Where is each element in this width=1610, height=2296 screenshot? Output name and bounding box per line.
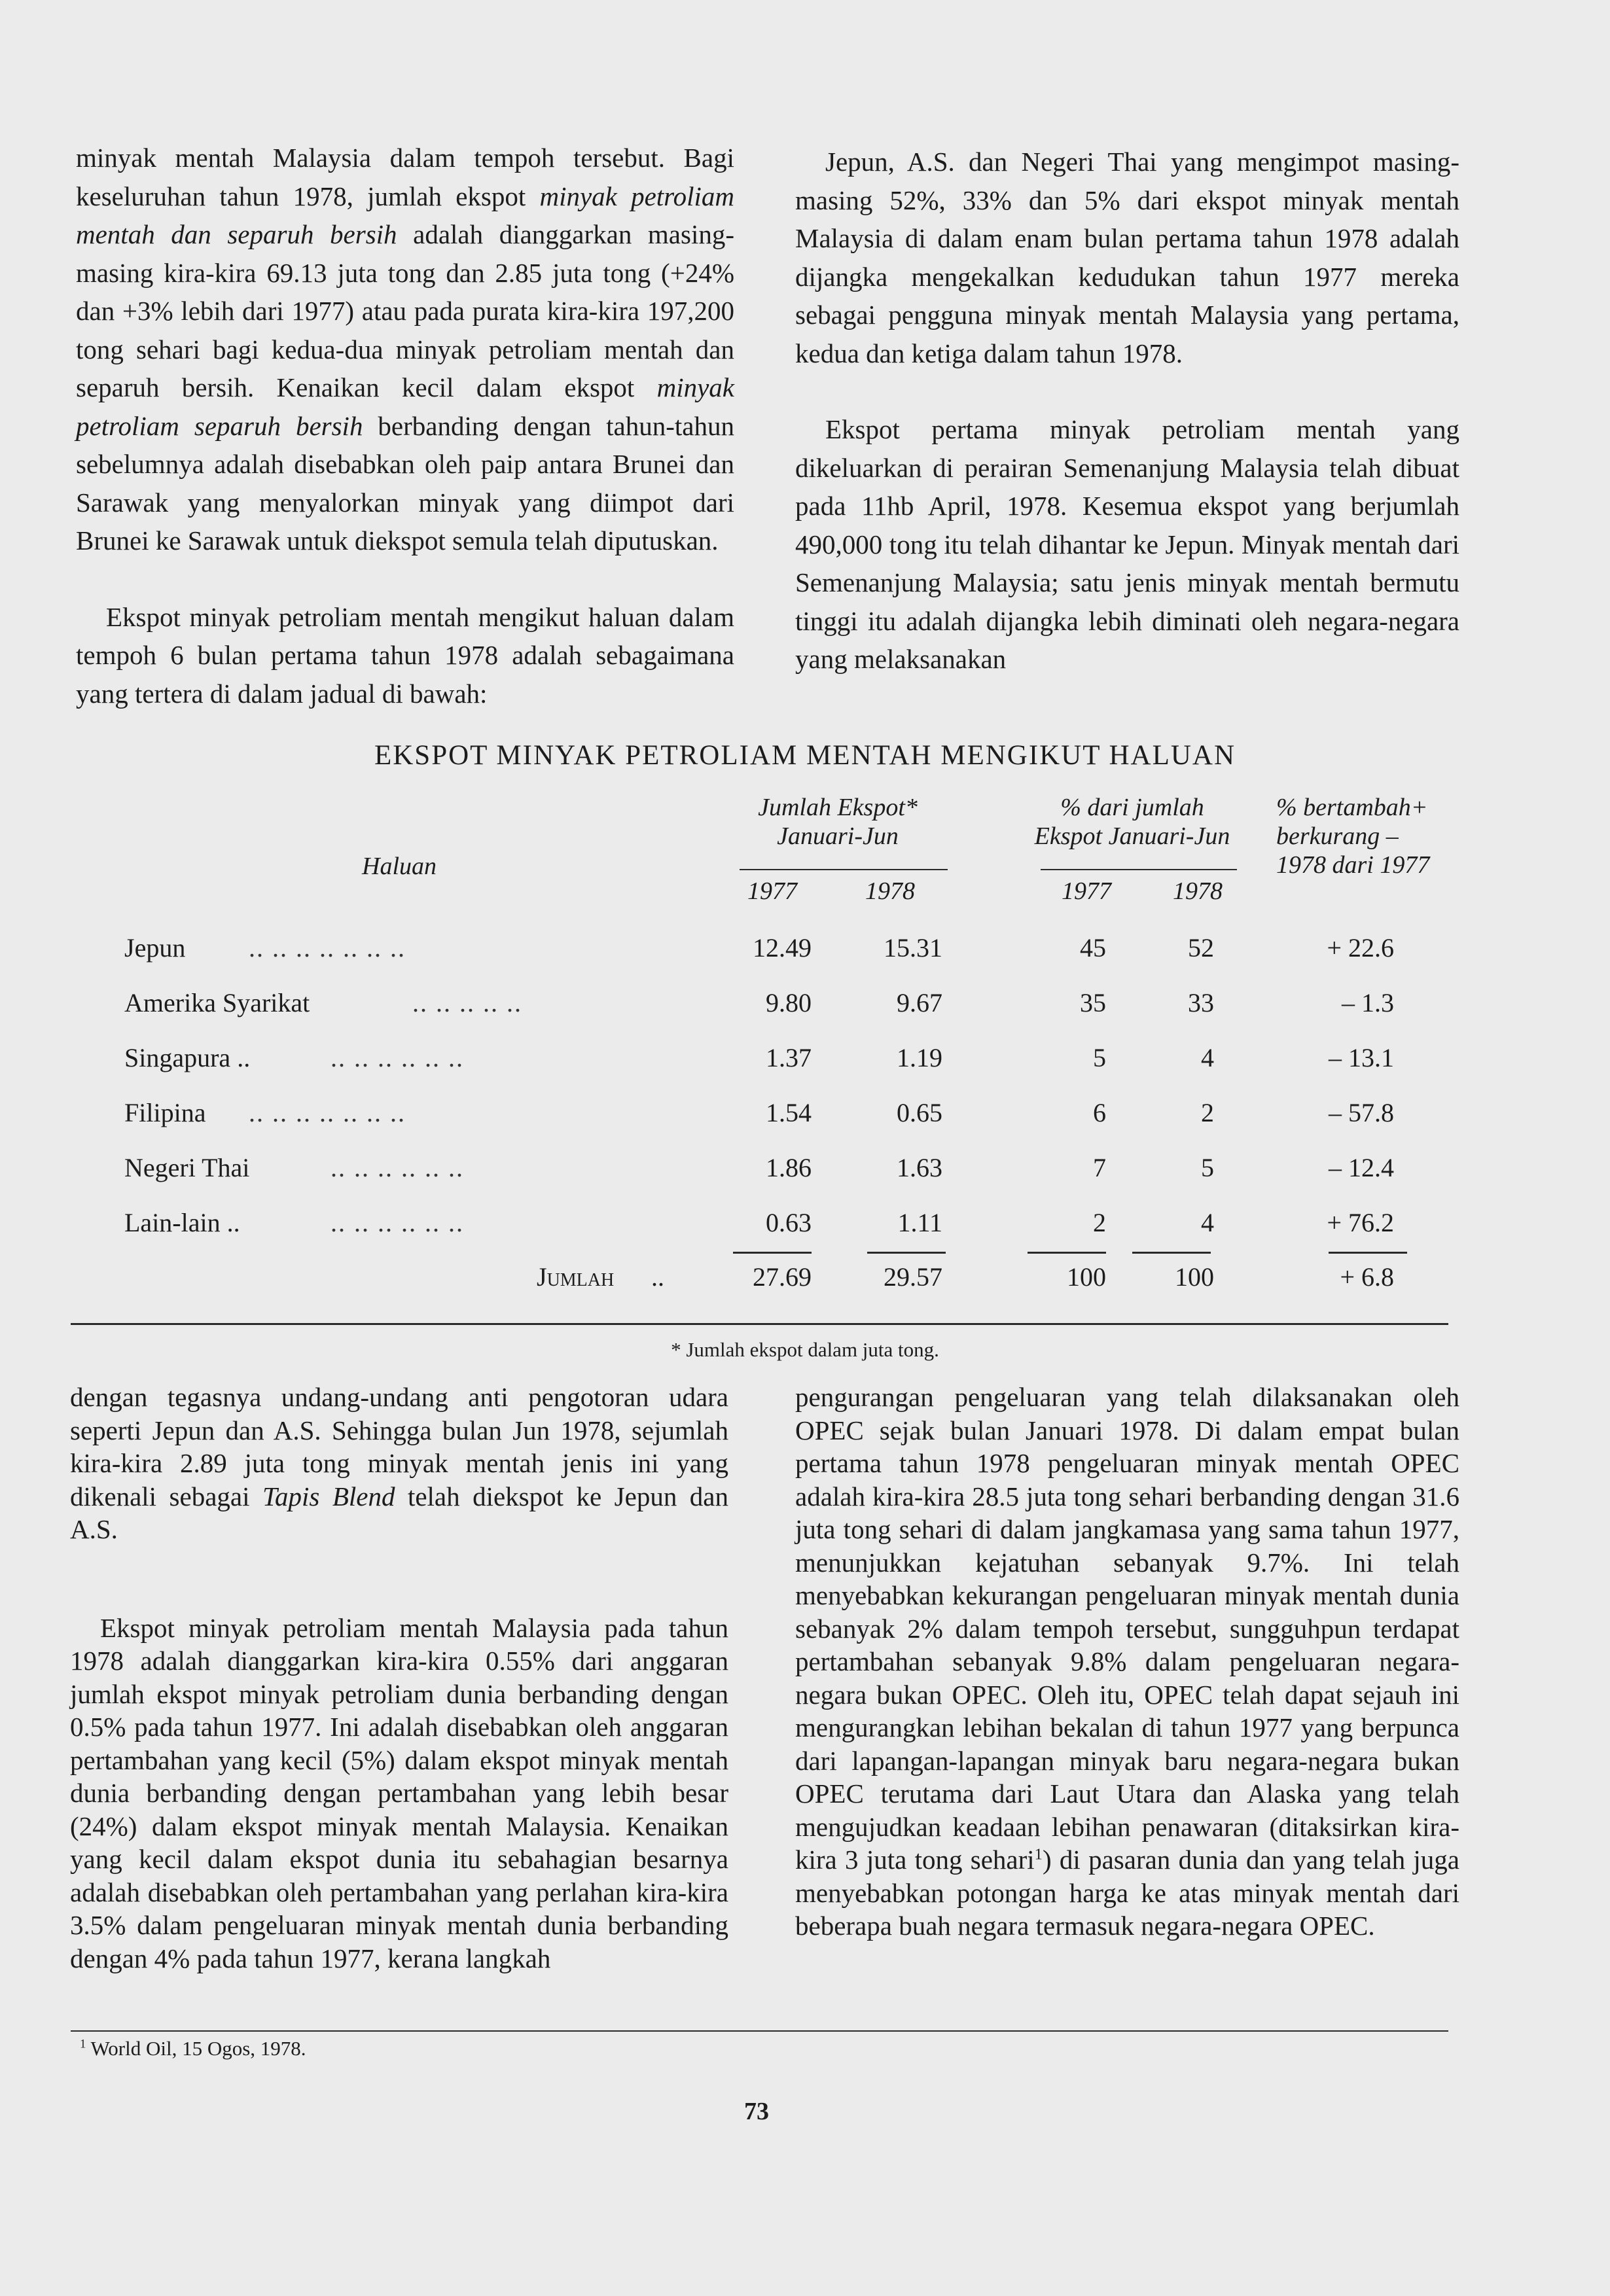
top-left-column [76,139,734,713]
italic-term: Tapis Blend [262,1481,395,1511]
table-row: Jepun .. .. .. .. .. .. .. 12.49 15.31 45 52 + 22.6 [124,933,1394,963]
paragraph: minyak mentah Malaysia dalam tempoh tersebut. Bagi keseluruhan tahun 1978, jumlah ekspot minyak petroliam mentah dan separuh bersih adalah dianggarkan masing-masing kira-kira 69.13 juta tong dan 2.85 juta tong (+24% dan +3% lebih dari 1977) atau pada purata kira-kira 197,200 tong sehari bagi kedua-dua minyak petroliam mentah dan separuh bersih. Kenaikan kecil dalam ekspot minyak petroliam separuh bersih berbanding dengan tahun-tahun sebelumnya adalah disebabkan oleh paip antara Brunei dan Sarawak yang menyalorkan minyak yang diimpot dari Brunei ke Sarawak untuk diekspot semula telah diputuskan. [76,143,734,556]
paragraph: pengurangan pengeluaran yang telah dilaksanakan oleh OPEC sejak bulan Januari 1978. Di dalam empat bulan pertama tahun 1978 pengeluaran minyak mentah OPEC adalah kira-kira 28.5 juta tong sehari berbanding dengan 31.6 juta tong sehari di dalam jangkamasa yang sama tahun 1977, menunjukkan kejatuhan sebanyak 9.7%. Ini telah menyebabkan kekurangan pengeluaran minyak mentah dunia sebanyak 2% dalam tempoh tersebut, sungguhpun terdapat pertambahan sebanyak 9.8% dalam pengeluaran negara-negara bukan OPEC. Oleh itu, OPEC telah dapat sejauh ini mengurangkan lebihan bekalan di tahun 1977 yang berpunca dari lapangan-lapangan minyak baru negara-negara bukan OPEC terutama dari Laut Utara dan Alaska yang telah mengujudkan keadaan lebihan penawaran (ditaksirkan kira-kira 3 juta tong sehari$^1$) di pasaran dunia dan yang telah juga menyebabkan potongan harga ke atas minyak mentah dari beberapa buah negara termasuk negara-negara OPEC. [795,1382,1459,1941]
header-year: 1978 [1173,877,1223,905]
table-title: EKSPOT MINYAK PETROLIAM MENTAH MENGIKUT HALUAN [374,740,1236,771]
total-rule [1028,1252,1106,1254]
header-jumlah-ekspot: Jumlah Ekspot* Januari-Jun [758,794,918,850]
table-total-row: Jumlah .. 27.69 29.57 100 100 + 6.8 [537,1262,1394,1292]
bottom-right-column [795,1381,1459,1943]
paragraph: dengan tegasnya undang-undang anti pengotoran udara seperti Jepun dan A.S. Sehingga bulan Jun 1978, sejumlah kira-kira 2.89 juta tong minyak mentah jenis ini yang dikenali sebagai Tapis Blend telah diekspot ke Jepun dan A.S. [70,1382,728,1544]
header-percent-of-total: % dari jumlah Ekspot Januari-Jun [1034,794,1230,850]
header-year: 1978 [865,877,915,905]
total-rule [1329,1252,1407,1254]
paragraph: Ekspot minyak petroliam mentah Malaysia pada tahun 1978 adalah dianggarkan kira-kira 0.55% dari anggaran jumlah ekspot minyak petroliam dunia berbanding dengan 0.5% pada tahun 1977. Ini adalah disebabkan oleh anggaran pertambahan yang kecil (5%) dalam ekspot minyak mentah dunia berbanding dengan pertambahan yang lebih besar (24%) dalam ekspot minyak mentah Malaysia. Kenaikan yang kecil dalam ekspot dunia itu sebahagian besarnya adalah disebabkan oleh pertambahan yang perlahan kira-kira 3.5% dalam pengeluaran minyak mentah dunia berbanding dengan 4% pada tahun 1977, kerana langkah [70,1612,728,1973]
table-row: Amerika Syarikat .. .. .. .. .. 9.80 9.67 35 33 – 1.3 [124,988,1394,1017]
table-bottom-rule [71,1323,1448,1325]
paragraph: Jepun, A.S. dan Negeri Thai yang mengimpot masing-masing 52%, 33% dan 5% dari ekspot minyak mentah Malaysia di dalam enam bulan pertama tahun 1978 adalah dijangka mengekalkan kedudukan tahun 1977 mereka sebagai pengguna minyak mentah Malaysia yang pertama, kedua dan ketiga dalam tahun 1978. [795,147,1459,368]
italic-term: minyak petroliam separuh bersih [76,372,734,441]
header-year: 1977 [1062,877,1111,905]
table-row: Singapura .. .. .. .. .. .. .. 1.37 1.19 5 4 – 13.1 [124,1043,1394,1072]
table-footnote: * Jumlah ekspot dalam juta tong. [671,1338,939,1361]
top-right-column [795,143,1459,679]
header-percent-change: % bertambah+ berkurang – 1978 dari 1977 [1276,794,1430,879]
table-row: Negeri Thai .. .. .. .. .. .. 1.86 1.63 7 5 – 12.4 [124,1153,1394,1182]
header-year: 1977 [747,877,797,905]
page-footnote: $^1$ World Oil, 15 Ogos, 1978. [80,2037,306,2060]
table-row: Filipina .. .. .. .. .. .. .. 1.54 0.65 6 2 – 57.8 [124,1098,1394,1127]
italic-term: minyak petroliam mentah dan separuh bersih [76,181,734,249]
header-rule [1041,869,1237,870]
page-number: 73 [744,2098,769,2125]
total-rule [1132,1252,1211,1254]
total-rule [867,1252,946,1254]
bottom-left-column [70,1381,728,1975]
paragraph: Ekspot minyak petroliam mentah mengikut haluan dalam tempoh 6 bulan pertama tahun 1978 adalah sebagaimana yang tertera di dalam jadual di bawah: [76,601,734,709]
total-rule [733,1252,812,1254]
table-row: Lain-lain .. .. .. .. .. .. .. 0.63 1.11 2 4 + 76.2 [124,1208,1394,1237]
footnote-rule [71,2030,1448,2032]
footnote-ref: 1 [1034,1845,1043,1863]
header-haluan: Haluan [362,853,437,880]
header-rule [740,869,948,870]
paragraph: Ekspot pertama minyak petroliam mentah yang dikeluarkan di perairan Semenanjung Malaysia telah dibuat pada 11hb April, 1978. Kesemua ekspot yang berjumlah 490,000 tong itu telah dihantar ke Jepun. Minyak mentah dari Semenanjung Malaysia; satu jenis minyak mentah bermutu tinggi itu adalah dijangka lebih diminati oleh negara-negara yang melaksanakan [795,414,1459,674]
